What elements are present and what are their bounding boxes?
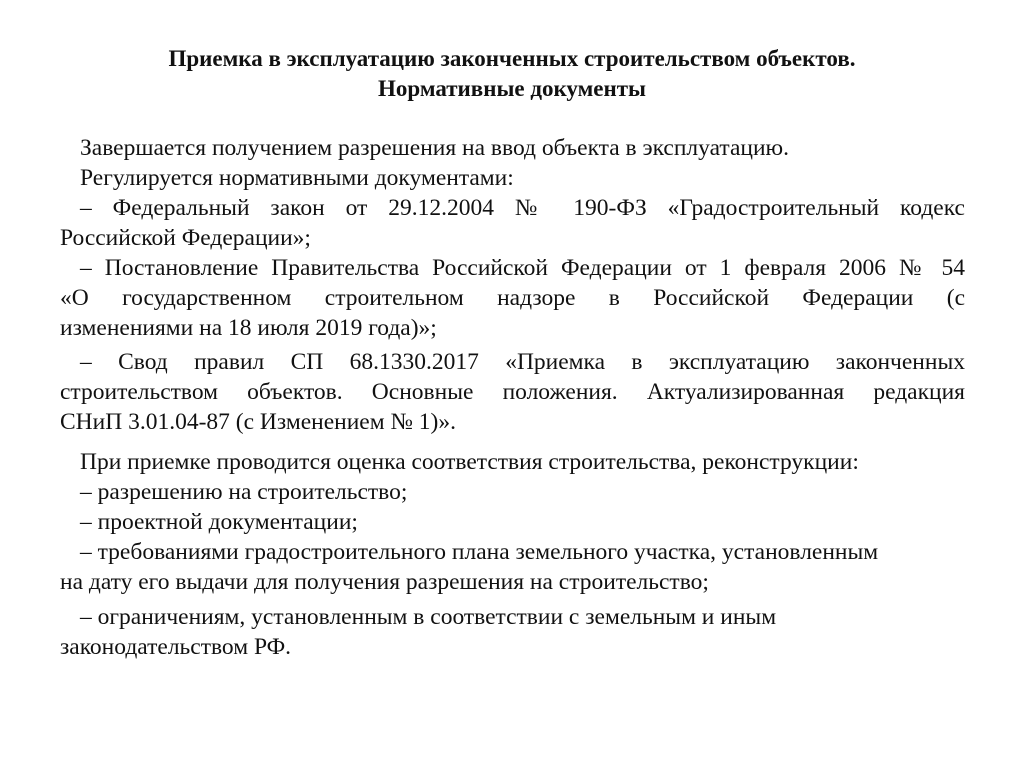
- text-line: СНиП 3.01.04-87 (с Изменением № 1)».: [60, 409, 456, 435]
- text-line: – ограничениям, установленным в соответствии с земельным и иным: [80, 604, 777, 630]
- text-line: – разрешению на строительство;: [80, 479, 408, 505]
- text-line: Завершается получением разрешения на ввод объекта в эксплуатацию.: [80, 135, 789, 161]
- text-line: При приемке проводится оценка соответствия строительства, реконструкции:: [80, 449, 859, 475]
- text-line: – Федеральный закон от 29.12.2004 № 190-ФЗ «Градостроительный кодекс: [80, 195, 965, 221]
- text-line: – Свод правил СП 68.1330.2017 «Приемка в эксплуатацию законченных: [80, 349, 965, 375]
- slide-title-line-2: Нормативные документы: [377, 76, 647, 101]
- text-line: – Постановление Правительства Российской Федерации от 1 февраля 2006 № 54: [80, 255, 965, 281]
- text-line: строительством объектов. Основные положения. Актуализированная редакция: [60, 379, 965, 405]
- text-line: Российской Федерации»;: [60, 225, 311, 251]
- text-line: – требованиями градостроительного плана земельного участка, установленным: [80, 539, 879, 565]
- text-line: – проектной документации;: [80, 509, 358, 535]
- text-line: изменениями на 18 июля 2019 года)»;: [60, 315, 437, 341]
- text-line: Регулируется нормативными документами:: [80, 165, 514, 191]
- text-line: на дату его выдачи для получения разрешения на строительство;: [60, 569, 709, 595]
- text-line: законодательством РФ.: [60, 634, 292, 660]
- text-line: «О государственном строительном надзоре в Российской Федерации (с: [60, 285, 965, 311]
- slide-title-line-1: Приемка в эксплуатацию законченных строительством объектов.: [168, 46, 856, 71]
